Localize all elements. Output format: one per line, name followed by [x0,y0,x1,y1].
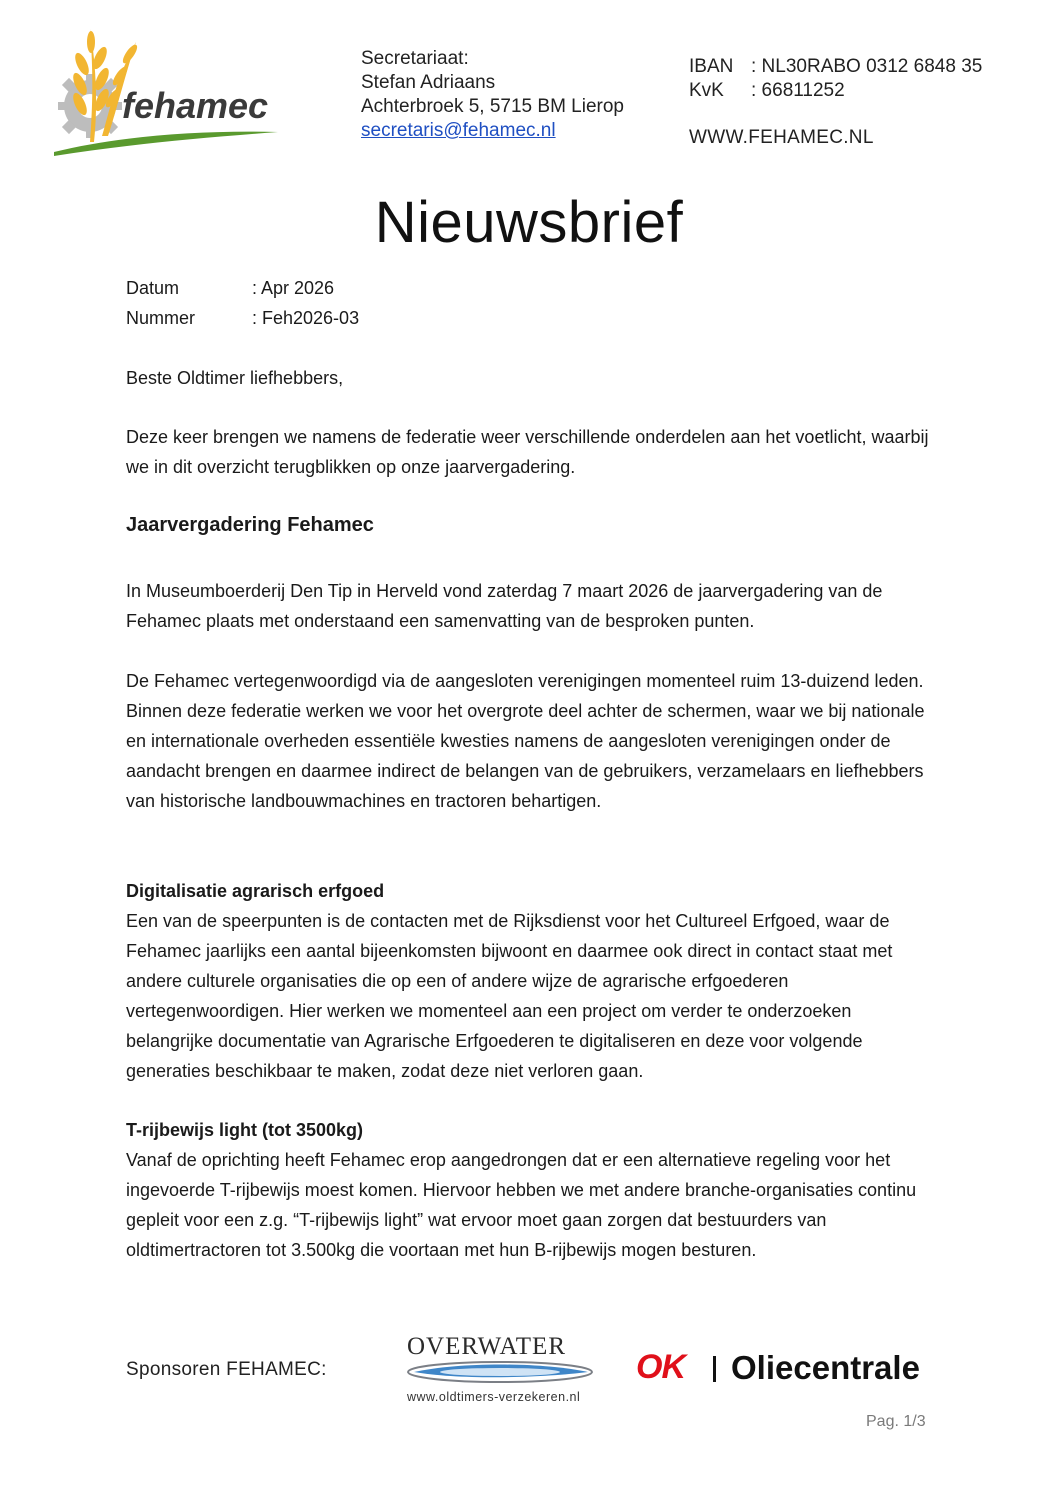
intro-text: Deze keer brengen we namens de federatie weer verschillende onderdelen aan het voetlicht, waarbij we in dit overzicht terugblikken op onze jaarvergadering. [126,427,929,477]
oliecentrale-name: Oliecentrale [731,1349,920,1386]
meta-key: Datum [126,278,180,298]
iban-value: : NL30RABO 0312 6848 35 [751,56,983,77]
subsection-t-rijbewijs [126,1115,938,1265]
secretariat-address: Achterbroek 5, 5715 BM Lierop [361,96,624,117]
subsection-digitalisatie [126,876,938,1086]
greeting [126,363,938,393]
website-text: WWW.FEHAMEC.NL [689,127,874,148]
paragraph-1 [126,576,938,636]
ok-divider [713,1356,716,1382]
subsection-heading: Digitalisatie agrarisch erfgoed [126,881,385,901]
fehamec-logo [50,24,282,158]
kvk-label: KvK [689,80,724,101]
subsection-heading: T-rijbewijs light (tot 3500kg) [126,1120,364,1140]
secretariat-email-link[interactable]: secretaris@fehamec.nl [361,120,556,141]
secretariat-label: Secretariaat: [361,48,469,69]
meta-key: Nummer [126,308,196,328]
meta-value: : Feh2026-03 [252,308,360,328]
paragraph-text: In Museumboerderij Den Tip in Herveld vond zaterdag 7 maart 2026 de jaarvergadering van de Fehamec plaats met onderstaand een samenvatting van de besproken punten. [126,581,883,631]
sponsors-label: Sponsoren FEHAMEC: [126,1359,327,1380]
secretariat-name: Stefan Adriaans [361,72,496,93]
iban-label: IBAN [689,56,734,77]
meta-row-date [126,273,359,303]
page-number: Pag. 1/3 [866,1413,926,1430]
intro-paragraph [126,422,938,482]
meta-row-number [126,303,359,333]
overwater-url: www.oldtimers-verzekeren.nl [407,1390,581,1404]
subsection-text: Vanaf de oprichting heeft Fehamec erop aangedrongen dat er een alternatieve regeling voor het ingevoerde T-rijbewijs moest komen. Hiervoor hebben we met andere branche-organisaties continu gepleit voor een z.g. “T-rijbewijs light” wat ervoor moet gaan zorgen dat bestuurders van oldtimertractoren tot 3.500kg die voortaan met hun B-rijbewijs mogen besturen. [126,1150,917,1260]
document-title: Nieuwsbrief [374,190,684,255]
subsection-text: Een van de speerpunten is de contacten met de Rijksdienst voor het Cultureel Erfgoed, waar de Fehamec jaarlijks een aantal bijeenkomsten bijwoont en daarmee ook direct in contact staat met andere culturele organisaties die op een of andere wijze de agrarische erfgoederen vertegenwoordigen. Hier werken we momenteel aan een project om verder te onderzoeken belangrijke documentatie van Agrarische Erfgoederen te digitaliseren en deze voor volgende generaties beschikbaar te maken, zodat deze niet verloren gaan. [126,911,893,1081]
overwater-name: OVERWATER [407,1333,566,1360]
paragraph-2 [126,666,938,816]
bank-block [689,55,982,103]
ok-logo: OK [636,1348,685,1386]
meta-block [126,273,359,333]
section-heading: Jaarvergadering Fehamec [126,514,374,536]
greeting-text: Beste Oldtimer liefhebbers, [126,368,344,388]
meta-value: : Apr 2026 [252,278,335,298]
paragraph-text: De Fehamec vertegenwoordigd via de aangesloten verenigingen momenteel ruim 13-duizend leden. Binnen deze federatie werken we voor het overgrote deel achter de schermen, waar we bij nationale en internationale overheden essentiële kwesties namens de aangesloten verenigingen onder de aandacht brengen en daarmee indirect de belangen van de gebruikers, verzamelaars en liefhebbers van historische landbouwmachines en tractoren behartigen. [126,671,925,811]
secretariat-block [361,47,624,143]
kvk-value: : 66811252 [751,80,845,101]
logo-text: fehamec [122,85,269,126]
